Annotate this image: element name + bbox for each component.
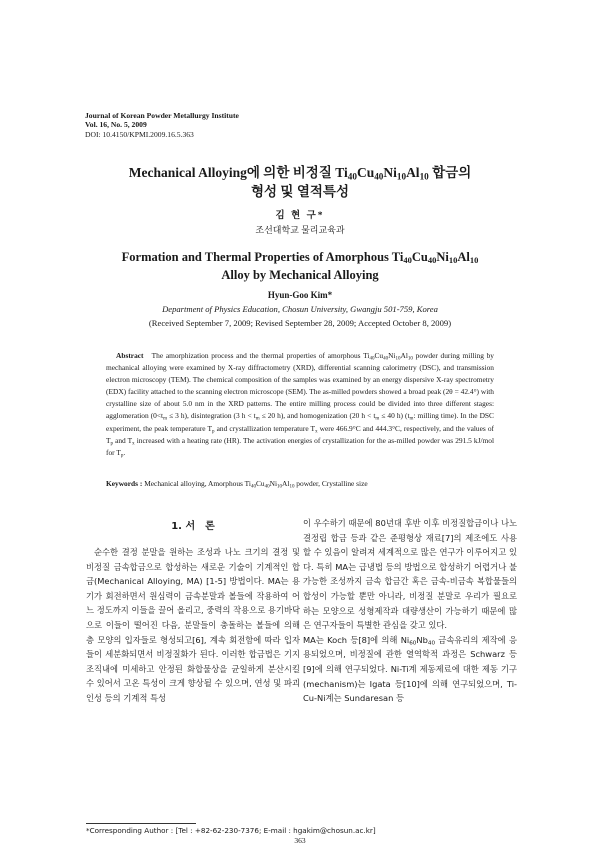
- left-paragraph: 순수한 결정 분말을 원하는 조성과 나노 크기의 결정 및 비정질 금속합금으로 합성하는 새로운 기술이 기계적인 합금(Mechanical Alloying, MA) [1-5] 방법이다. MA는 용기가 회전하면서 원심력이 금속분말과 볼들에 작용하여 어느 정도까지 이들을 끌어 올리고, 중력의 작용으로 용기바닥으로 이들이 떨어진 다음, 분말들이 충돌하는 볼들에 의해 층 모양의 입자들로 형성되고[6], 계속 회전함에 따라 입자들이 세분화되면서 비정질화가 된다. 이러한 합금법은 기지조직내에 미세하고 안정된 화합물상을 균일하게 분산시킬 수 있어서 고온 특성이 크게 향상될 수 있으며, 연성 및 파괴인성 등의 기계적 특성: [86, 547, 300, 703]
- abstract: Abstract The amorphization process and the thermal properties of amorphous $Ti_{40}Cu_{40}Ni_{10}Al_{10}$ powder during milling by mechanical alloying were examined by X-ray diffractometry (XRD), differential scanning calorimetry (DSC), and transmission electron microscopy (TEM). The chemical composition of the samples was examined by an energy dispersive X-ray spectrometry (EDX) facility attached to the scanning electron microscope (SEM). The as-milled powders showed a broad peak (2θ = 42.4°) with crystalline size of about 5.0 nm in the XRD patterns. The entire milling process could be divided into three different stages: agglomeration ($0<t_m \le 3$ h), disintegration (3 $h < t_m \le 20$ h), and homogenization (20 $h < t_m \le 40$ h) ($t_m$: milling time). In the DSC experiment, the peak temperature $T_p$ and crystallization temperature $T_x$ were 466.9°C and 444.3°C, respectively, and the values of $T_p$ and $T_x$ increased with a heating rate (HR). The activation energies of crystallization for the as-milled powder was 291.5 kJ/mol for $T_p$.: [106, 351, 495, 458]
- received-dates: (Received September 7, 2009; Revised September 28, 2009; Accepted October 8, 2009): [148, 318, 452, 328]
- english-title-line2: Alloy by Mechanical Alloying: [221, 268, 379, 282]
- korean-title-line1: Mechanical Alloying에 의한 비정질 $Ti_{40}Cu_{40}Ni_{10}Al_{10}$ 합금의: [128, 165, 472, 182]
- korean-title-line2: 형성 및 열적특성: [250, 184, 350, 199]
- footnote-divider: [86, 823, 196, 824]
- left-column: [86, 545, 300, 706]
- right-paragraph-1: 이 우수하기 때문에 80년대 후반 이후 비정질합금이나 나노결정립 합금 등과 같은 준평형상 재료[7]의 제조에도 사용할 수 있음이 알려져 세계적으로 많은 연구가 이루어지고 있다. 특히 MA는 급냉법 등의 방법으로 합성하기 어렵거나 불가능한 조성까지 금속 합금간 혹은 금속-비금속 복합물들의 합성이 가능할 뿐만 아니라, 비정질 분말로 우리가 필요로 하는 모양으로 성형제작과 대량생산이 가능하기 때문에 많은 연구자들이 특별한 관심을 갖고 있다.: [303, 518, 517, 631]
- english-affiliation: Department of Physics Education, Chosun University, Gwangju 501-759, Korea: [162, 304, 438, 314]
- english-title-line1: Formation and Thermal Properties of Amorphous $Ti_{40}Cu_{40}Ni_{10}Al_{10}$: [121, 250, 479, 266]
- keywords: Keywords : Mechanical alloying, Amorphous $Ti_{40}Cu_{40}Ni_{10}Al_{10}$ powder, Crystalline size: [106, 479, 368, 490]
- corresponding-author-footnote: *Corresponding Author : [Tel : +82-62-230-7376; E-mail : hgakim@chosun.ac.kr]: [86, 826, 376, 835]
- abstract-label: Abstract: [116, 351, 144, 360]
- doi: DOI: 10.4150/KPMI.2009.16.5.363: [85, 129, 194, 139]
- korean-title: [60, 163, 540, 201]
- volume-issue: Vol. 16, No. 5, 2009: [85, 120, 147, 130]
- page-number: 363: [294, 836, 306, 845]
- keywords-label: Keywords :: [106, 479, 143, 488]
- journal-name: Journal of Korean Powder Metallurgy Institute: [85, 111, 239, 120]
- right-paragraph-2: MA는 Koch 등[8]에 의해 $Ni_{60}Nb_{40}$ 금속유리의 제작에 응용되었으며, 비정질에 관한 열역학적 과정은 Schwarz 등[9]에 의해 연구되었다. Ni-Ti계 제동제료에 대한 제동 기구(mechanism)는 Igata 등[10]에 의해 연구되었으며, Ti-Cu-Ni계는 Sundaresan 등: [303, 634, 517, 704]
- korean-affiliation: 조선대학교 물리교육과: [255, 225, 345, 235]
- section-heading: 1. 서 론: [171, 521, 215, 532]
- english-title: [60, 248, 540, 284]
- korean-author: 김 현 구*: [275, 211, 325, 221]
- english-author: Hyun-Goo Kim*: [267, 290, 333, 300]
- right-column: [303, 516, 517, 706]
- journal-header: [85, 111, 239, 139]
